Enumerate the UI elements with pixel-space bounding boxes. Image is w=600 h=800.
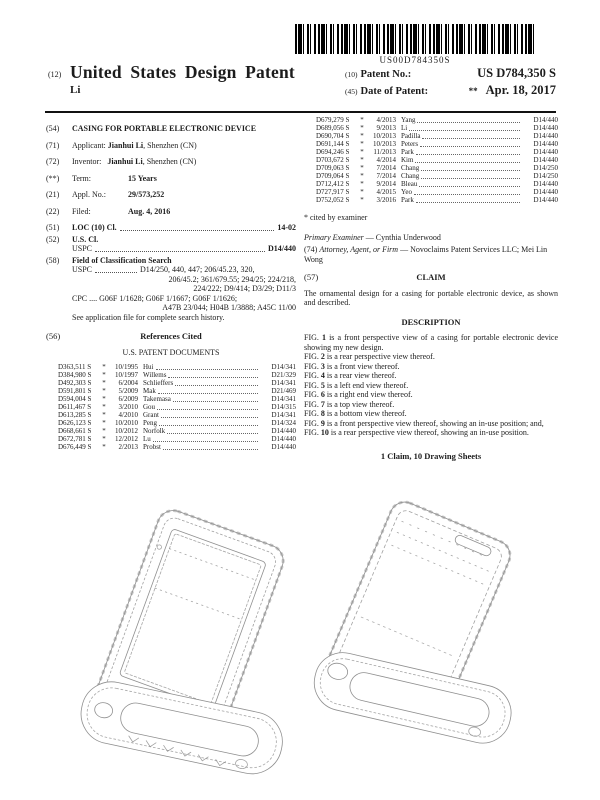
ref-patent-number: D676,449 S — [58, 443, 92, 451]
field-58-search — [46, 256, 296, 323]
ref-name: Willems — [143, 371, 167, 379]
figure-description-line — [304, 428, 558, 438]
figure-descriptions — [304, 333, 558, 438]
field-number: (10) — [345, 70, 358, 79]
ref-date: 5/2009 — [118, 387, 138, 395]
reference-row — [46, 411, 296, 419]
field-number: (21) — [46, 190, 60, 199]
ref-class: D14/440 — [533, 148, 558, 156]
ref-date: 10/1995 — [115, 363, 138, 371]
ref-name: Peng — [143, 419, 157, 427]
ref-class: D14/440 — [533, 180, 558, 188]
uspc-search-line — [72, 265, 296, 275]
dot-leader — [120, 230, 275, 231]
figure-description-line — [304, 333, 558, 352]
dot-leader — [156, 369, 259, 370]
ref-date: 10/1997 — [115, 371, 138, 379]
fig-text: is a rear perspective view thereof. — [326, 352, 435, 361]
ref-date: 3/2016 — [376, 196, 396, 204]
em-dash: — — [400, 245, 409, 254]
dot-leader — [95, 251, 265, 252]
figure-description-line — [304, 362, 558, 372]
patent-date-value: Apr. 18, 2017 — [485, 83, 556, 97]
ref-name: Yang — [401, 116, 416, 124]
uspc-classes: 206/45.2; 361/679.55; 294/25; 224/218, — [168, 274, 296, 284]
dot-leader — [422, 138, 520, 139]
dot-leader — [421, 178, 520, 179]
ref-class: D14/250 — [533, 164, 558, 172]
patent-date-label: Date of Patent: — [360, 86, 429, 97]
primary-examiner-line — [304, 233, 558, 243]
field-52-us-cl — [46, 235, 296, 254]
fig-text: is a right end view thereof. — [326, 390, 413, 399]
ref-date: 2/2013 — [118, 443, 138, 451]
cpc-continuation — [72, 303, 296, 313]
ref-date: 7/2014 — [376, 172, 396, 180]
reference-row — [46, 435, 296, 443]
ref-name: Chang — [401, 172, 420, 180]
ref-examiner-star: * — [360, 140, 364, 148]
ref-examiner-star: * — [102, 427, 106, 435]
ref-date: 4/2010 — [118, 411, 138, 419]
fig-prefix: FIG. — [304, 409, 319, 418]
fig-number: 8 — [320, 409, 325, 418]
inventor-surname: Li — [70, 84, 81, 96]
ref-patent-number: D613,285 S — [58, 411, 92, 419]
applicant-label: Applicant: — [72, 140, 106, 150]
ref-patent-number: D363,511 S — [58, 363, 92, 371]
fig-number: 9 — [320, 418, 325, 428]
ref-date: 12/2012 — [115, 435, 138, 443]
ref-name: Li — [401, 124, 408, 132]
ref-name: Park — [401, 196, 414, 204]
ref-class: D14/440 — [271, 427, 296, 435]
us-cl-block — [72, 235, 296, 254]
field-number: (52) — [46, 234, 60, 244]
ref-class: D14/440 — [533, 132, 558, 140]
ref-class: D14/250 — [533, 172, 558, 180]
dot-leader — [161, 417, 258, 418]
ref-patent-number: D591,801 S — [58, 387, 92, 395]
field-22-filed — [46, 207, 296, 217]
ref-examiner-star: * — [102, 363, 106, 371]
double-asterisk: ** — [468, 86, 478, 96]
ref-date: 4/2014 — [376, 156, 396, 164]
ref-date: 9/2014 — [376, 180, 396, 188]
loc-value: 14-02 — [277, 223, 296, 232]
patent-number-line — [345, 66, 556, 81]
claim-sheets-summary: 1 Claim, 10 Drawing Sheets — [380, 450, 482, 461]
references-cited-heading — [46, 332, 296, 342]
dot-leader — [167, 433, 258, 434]
fig-text: is a left end view thereof. — [326, 380, 409, 390]
ref-date: 9/2013 — [376, 124, 396, 132]
applicant-line — [72, 141, 296, 151]
fig-text: is a rear view thereof. — [326, 371, 397, 380]
em-dash: — — [365, 232, 374, 242]
patent-date-line — [345, 83, 556, 98]
field-71-applicant — [46, 141, 296, 151]
us-patent-documents-subtitle: U.S. PATENT DOCUMENTS — [122, 347, 220, 357]
attorney-name: Novoclaims Patent Services LLC; Mei Lin Wong — [304, 245, 548, 264]
ref-class: D14/324 — [271, 419, 296, 427]
search-history-note: See application file for complete search history. — [72, 312, 225, 322]
ref-date: 6/2004 — [118, 379, 138, 387]
ref-date: 10/2013 — [373, 132, 396, 140]
reference-row — [304, 196, 558, 204]
claim-title: CLAIM — [416, 272, 446, 282]
ref-date: 4/2013 — [376, 116, 396, 124]
applicant-name: Jianhui Li — [107, 140, 144, 150]
ref-class: D14/440 — [533, 124, 558, 132]
ref-name: Takemasa — [143, 395, 171, 403]
dot-leader — [415, 162, 520, 163]
ref-name: Grant — [143, 411, 159, 419]
term-line — [72, 174, 296, 184]
header-rule — [45, 111, 556, 113]
ref-examiner-star: * — [360, 116, 364, 124]
ref-examiner-star: * — [102, 411, 106, 419]
ref-name: Hui — [143, 363, 154, 371]
dot-leader — [163, 449, 258, 450]
barcode-text: US00D784350S — [379, 55, 451, 65]
claim-heading — [304, 273, 558, 283]
ref-patent-number: D709,064 S — [316, 172, 350, 180]
attorney-line — [304, 245, 558, 264]
fig-text: is a front perspective view thereof, showing an in-use position; and, — [326, 418, 544, 428]
reference-row — [304, 140, 558, 148]
ref-date: 11/2013 — [373, 148, 396, 156]
reference-row — [304, 156, 558, 164]
ref-class: D14/440 — [533, 156, 558, 164]
ref-patent-number: D691,144 S — [316, 140, 350, 148]
fig-text: is a front view thereof. — [326, 361, 400, 371]
appl-no-line — [72, 190, 296, 200]
fig-prefix: FIG. — [304, 352, 319, 361]
inventor-label: Inventor: — [72, 157, 102, 166]
dot-leader — [419, 186, 520, 187]
dot-leader — [421, 170, 520, 171]
ref-name: Kim — [401, 156, 414, 164]
cpc-search-line — [72, 294, 296, 304]
ref-patent-number: D709,063 S — [316, 164, 350, 172]
description-heading — [304, 318, 558, 328]
page-title: United States Design Patent — [70, 62, 295, 82]
ref-name: Gou — [143, 403, 156, 411]
ref-patent-number: D703,672 S — [316, 156, 350, 164]
ref-name: Schlieffers — [143, 379, 174, 387]
reference-row — [304, 172, 558, 180]
ref-patent-number: D668,661 S — [58, 427, 92, 435]
dot-leader — [168, 377, 258, 378]
reference-row — [304, 124, 558, 132]
ref-examiner-star: * — [360, 148, 364, 156]
patent-number-value: US D784,350 S — [477, 66, 556, 80]
uspc-classes: 224/222; D9/414; D3/29; D11/3 — [193, 284, 296, 293]
figure-description-line — [304, 371, 558, 381]
fig-number: 5 — [320, 380, 325, 390]
reference-row — [46, 427, 296, 435]
ref-name: Peters — [401, 140, 419, 148]
inventor-location: , Shenzhen (CN) — [142, 157, 197, 166]
references-table-right — [304, 116, 558, 204]
term-value: 15 Years — [128, 173, 157, 183]
ref-name: Yeo — [401, 188, 412, 196]
ref-class: D14/440 — [533, 196, 558, 204]
figure-description-line — [304, 390, 558, 400]
reference-row — [46, 395, 296, 403]
field-72-inventor — [46, 157, 296, 167]
field-21-appl-no — [46, 190, 296, 200]
ref-examiner-star: * — [102, 443, 106, 451]
claim-text: The ornamental design for a casing for portable electronic device, as shown and described. — [304, 288, 558, 307]
ref-patent-number: D384,980 S — [58, 371, 92, 379]
figure-description-line — [304, 400, 558, 410]
dot-leader — [153, 441, 258, 442]
dot-leader — [175, 385, 258, 386]
dot-leader — [409, 130, 520, 131]
ref-class: D14/315 — [271, 403, 296, 411]
fig-number: 4 — [320, 371, 325, 380]
fig-text: is a top view thereof. — [326, 399, 395, 409]
fig-prefix: FIG. — [304, 418, 319, 428]
ref-name: Bleau — [401, 180, 418, 188]
right-column — [304, 116, 558, 461]
ref-examiner-star: * — [102, 435, 106, 443]
appl-no-label: Appl. No.: — [72, 190, 106, 199]
ref-patent-number: D752,052 S — [316, 196, 350, 204]
ref-name: Chang — [401, 164, 420, 172]
ref-class: D21/469 — [271, 387, 296, 395]
dot-leader: .... — [89, 293, 98, 303]
loc-label: LOC (10) Cl. — [72, 223, 117, 232]
ref-name: Lu — [143, 435, 151, 443]
reference-row — [46, 419, 296, 427]
patent-number-label: Patent No.: — [360, 69, 412, 80]
references-table-left — [46, 363, 296, 451]
filed-value: Aug. 4, 2016 — [128, 206, 171, 216]
fig-number: 3 — [320, 361, 325, 371]
field-number: (51) — [46, 223, 60, 232]
fig-number: 6 — [320, 390, 325, 399]
fig-prefix: FIG. — [304, 390, 319, 399]
ref-class: D14/341 — [271, 363, 296, 371]
dot-leader — [95, 272, 137, 273]
term-label: Term: — [72, 173, 91, 183]
fig-prefix: FIG. — [304, 380, 319, 390]
inventor-name: Jianhui Li — [107, 157, 143, 166]
reference-row — [304, 132, 558, 140]
search-label: Field of Classification Search — [72, 255, 172, 265]
filed-line — [72, 207, 296, 217]
ref-examiner-star: * — [360, 188, 364, 196]
invention-title: CASING FOR PORTABLE ELECTRONIC DEVICE — [72, 124, 257, 133]
field-number: (54) — [46, 124, 60, 133]
ref-patent-number: D727,917 S — [316, 188, 350, 196]
cpc-classes: G06F 1/1628; G06F 1/1667; G06F 1/1626; — [99, 293, 238, 303]
cpc-classes: A47B 23/044; H04B 1/3888; A45C 11/00 — [162, 303, 296, 312]
figure-description-line — [304, 409, 558, 419]
uspc-continuation — [72, 275, 296, 294]
ref-patent-number: D492,303 S — [58, 379, 92, 387]
reference-row — [46, 443, 296, 451]
dot-leader — [416, 154, 520, 155]
dot-leader — [417, 122, 520, 123]
field-number: (**) — [46, 173, 60, 183]
dot-leader — [420, 146, 520, 147]
ref-examiner-star: * — [360, 172, 364, 180]
ref-patent-number: D672,781 S — [58, 435, 92, 443]
field-number: (72) — [46, 157, 60, 166]
reference-row — [46, 363, 296, 371]
ref-examiner-star: * — [102, 403, 106, 411]
ref-class: D14/440 — [533, 188, 558, 196]
uspc-label: USPC — [72, 265, 93, 274]
us-cl-label: U.S. Cl. — [72, 234, 99, 244]
ref-name: Padilla — [401, 132, 421, 140]
uspc-label: USPC — [72, 244, 93, 253]
fig-prefix: FIG. — [304, 361, 319, 371]
reference-row — [46, 387, 296, 395]
ref-patent-number: D689,056 S — [316, 124, 350, 132]
ref-examiner-star: * — [102, 419, 106, 427]
inventor-line — [72, 157, 296, 167]
reference-row — [304, 188, 558, 196]
ref-patent-number: D694,246 S — [316, 148, 350, 156]
dot-leader — [416, 202, 520, 203]
field-number: (56) — [46, 331, 61, 341]
reference-row — [46, 371, 296, 379]
fig-prefix: FIG. — [304, 399, 319, 409]
fig-prefix: FIG. — [304, 428, 319, 437]
ref-examiner-star: * — [102, 395, 106, 403]
ref-class: D14/440 — [271, 435, 296, 443]
dot-leader — [173, 401, 258, 402]
fig-text: is a front perspective view of a casing for portable electronic device showing my new design. — [304, 333, 559, 352]
reference-row — [46, 403, 296, 411]
reference-row — [46, 379, 296, 387]
field-number: (71) — [46, 140, 60, 150]
ref-name: Norfolk — [143, 427, 166, 435]
drawing-front-perspective — [58, 494, 303, 799]
dot-leader — [158, 393, 258, 394]
ref-class: D14/341 — [271, 395, 296, 403]
ref-patent-number: D611,467 S — [58, 403, 92, 411]
ref-examiner-star: * — [102, 387, 106, 395]
field-number: (57) — [304, 272, 319, 282]
field-term — [46, 174, 296, 184]
loc-line — [72, 223, 296, 233]
fig-number: 7 — [320, 399, 325, 409]
figure-description-line — [304, 381, 558, 391]
document-kind-code: (12) — [48, 70, 62, 79]
references-cited-title: References Cited — [140, 331, 202, 341]
ref-class: D14/440 — [533, 116, 558, 124]
ref-class: D14/341 — [271, 379, 296, 387]
ref-examiner-star: * — [360, 164, 364, 172]
figure-description-line — [304, 419, 558, 429]
search-block — [72, 256, 296, 323]
ref-examiner-star: * — [360, 196, 364, 204]
ref-examiner-star: * — [102, 379, 106, 387]
ref-class: D14/341 — [271, 411, 296, 419]
ref-patent-number: D594,004 S — [58, 395, 92, 403]
reference-row — [304, 148, 558, 156]
primary-examiner-label: Primary Examiner — [304, 232, 364, 242]
field-54-title — [46, 124, 296, 134]
fig-text: is a rear perspective view thereof, showing an in-use position. — [330, 428, 529, 437]
fig-text: is a bottom view thereof. — [326, 409, 407, 418]
ref-patent-number: D690,704 S — [316, 132, 350, 140]
attorney-label: Attorney, Agent, or Firm — [319, 245, 399, 254]
fig-number: 1 — [321, 333, 326, 342]
field-number: (74) — [304, 245, 318, 254]
reference-row — [304, 164, 558, 172]
ref-examiner-star: * — [360, 124, 364, 132]
ref-examiner-star: * — [360, 156, 364, 164]
ref-date: 10/2013 — [373, 140, 396, 148]
description-title: DESCRIPTION — [401, 316, 461, 327]
ref-class: D21/329 — [271, 371, 296, 379]
primary-examiner-name: Cynthia Underwood — [375, 232, 441, 242]
ref-name: Park — [401, 148, 414, 156]
ref-date: 10/2012 — [115, 427, 138, 435]
field-51-loc — [46, 223, 296, 233]
ref-class: D14/440 — [271, 443, 296, 451]
ref-date: 7/2014 — [376, 164, 396, 172]
uspc-classes: D14/250, 440, 447; 206/45.23, 320, — [140, 265, 255, 274]
fig-number: 2 — [320, 352, 325, 361]
barcode — [295, 24, 535, 54]
ref-patent-number: D679,279 S — [316, 116, 350, 124]
uspc-line — [72, 244, 296, 254]
ref-date: 3/2010 — [118, 403, 138, 411]
field-number: (58) — [46, 255, 60, 265]
left-column — [46, 124, 296, 451]
dot-leader — [157, 409, 258, 410]
ref-examiner-star: * — [360, 180, 364, 188]
figure-description-line — [304, 352, 558, 362]
ref-examiner-star: * — [102, 371, 106, 379]
ref-examiner-star: * — [360, 132, 364, 140]
reference-row — [304, 180, 558, 188]
field-number: (45) — [345, 87, 358, 96]
ref-patent-number: D712,412 S — [316, 180, 350, 188]
dot-leader — [414, 194, 520, 195]
ref-name: Mak — [143, 387, 156, 395]
cpc-label: CPC — [72, 293, 88, 303]
appl-no-value: 29/573,252 — [128, 190, 165, 199]
field-number: (22) — [46, 206, 60, 216]
drawing-rear-perspective — [297, 497, 532, 755]
ref-date: 10/2010 — [115, 419, 138, 427]
filed-label: Filed: — [72, 206, 91, 216]
cited-by-examiner-note: * cited by examiner — [304, 213, 368, 222]
ref-date: 6/2009 — [118, 395, 138, 403]
applicant-location: , Shenzhen (CN) — [143, 140, 197, 150]
dot-leader — [159, 425, 258, 426]
ref-date: 4/2015 — [376, 188, 396, 196]
ref-name: Probst — [143, 443, 161, 451]
fig-number: 10 — [320, 428, 329, 437]
reference-row — [304, 116, 558, 124]
fig-prefix: FIG. — [304, 371, 319, 380]
uspc-value: D14/440 — [268, 244, 296, 253]
ref-class: D14/440 — [533, 140, 558, 148]
ref-patent-number: D626,123 S — [58, 419, 92, 427]
fig-prefix: FIG. — [304, 333, 319, 342]
